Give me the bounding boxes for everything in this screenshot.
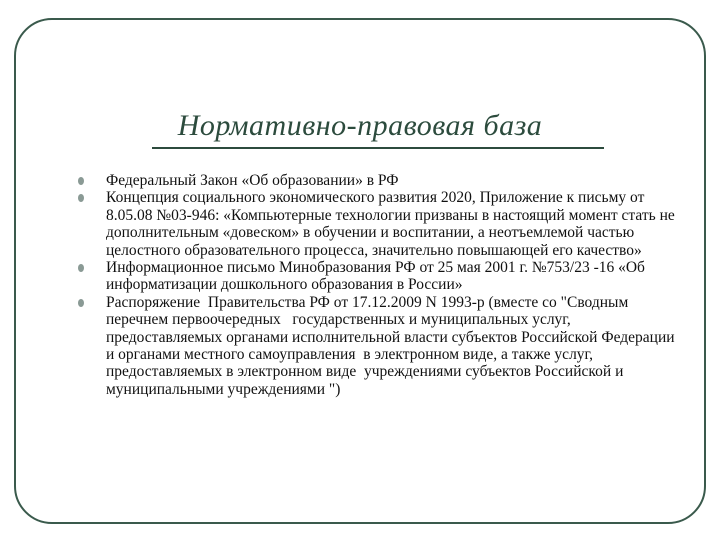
list-item bbox=[78, 294, 678, 398]
bullet-icon bbox=[78, 299, 84, 307]
bullet-text: Концепция социального экономического развития 2020, Приложение к письму от 8.05.08 №03-946: «Компьютерные технологии призваны в настоящий момент стать не дополнительным «довеском» в обучении и воспитании, а неотъемлемой частью целостного образовательного процесса, значительно повышающей его качество» bbox=[106, 189, 679, 259]
bullet-icon bbox=[78, 264, 84, 272]
list-item bbox=[78, 172, 678, 189]
bullet-icon bbox=[78, 194, 84, 202]
bullet-list bbox=[78, 172, 678, 398]
list-item bbox=[78, 189, 678, 259]
bullet-text: Федеральный Закон «Об образовании» в РФ bbox=[106, 172, 399, 189]
list-item bbox=[78, 259, 678, 294]
slide-title: Нормативно-правовая база bbox=[177, 109, 543, 142]
bullet-text: Информационное письмо Минобразования РФ от 25 мая 2001 г. №753/23 -16 «Об информатизации дошкольного образования в России» bbox=[106, 259, 649, 294]
bullet-icon bbox=[78, 177, 84, 185]
bullet-text: Распоряжение Правительства РФ от 17.12.2009 N 1993-р (вместе со "Сводным перечнем первоочередных государственных и муниципальных услуг, предоставляемых органами исполнительной власти субъектов Российской Федерации и органами местного самоуправления в электронном виде, а также услуг, предоставляемых в электронном виде учреждениями субъектов Российской и муниципальными учреждениями ") bbox=[106, 293, 679, 398]
title-underline bbox=[152, 147, 604, 149]
slide-frame bbox=[14, 18, 706, 524]
